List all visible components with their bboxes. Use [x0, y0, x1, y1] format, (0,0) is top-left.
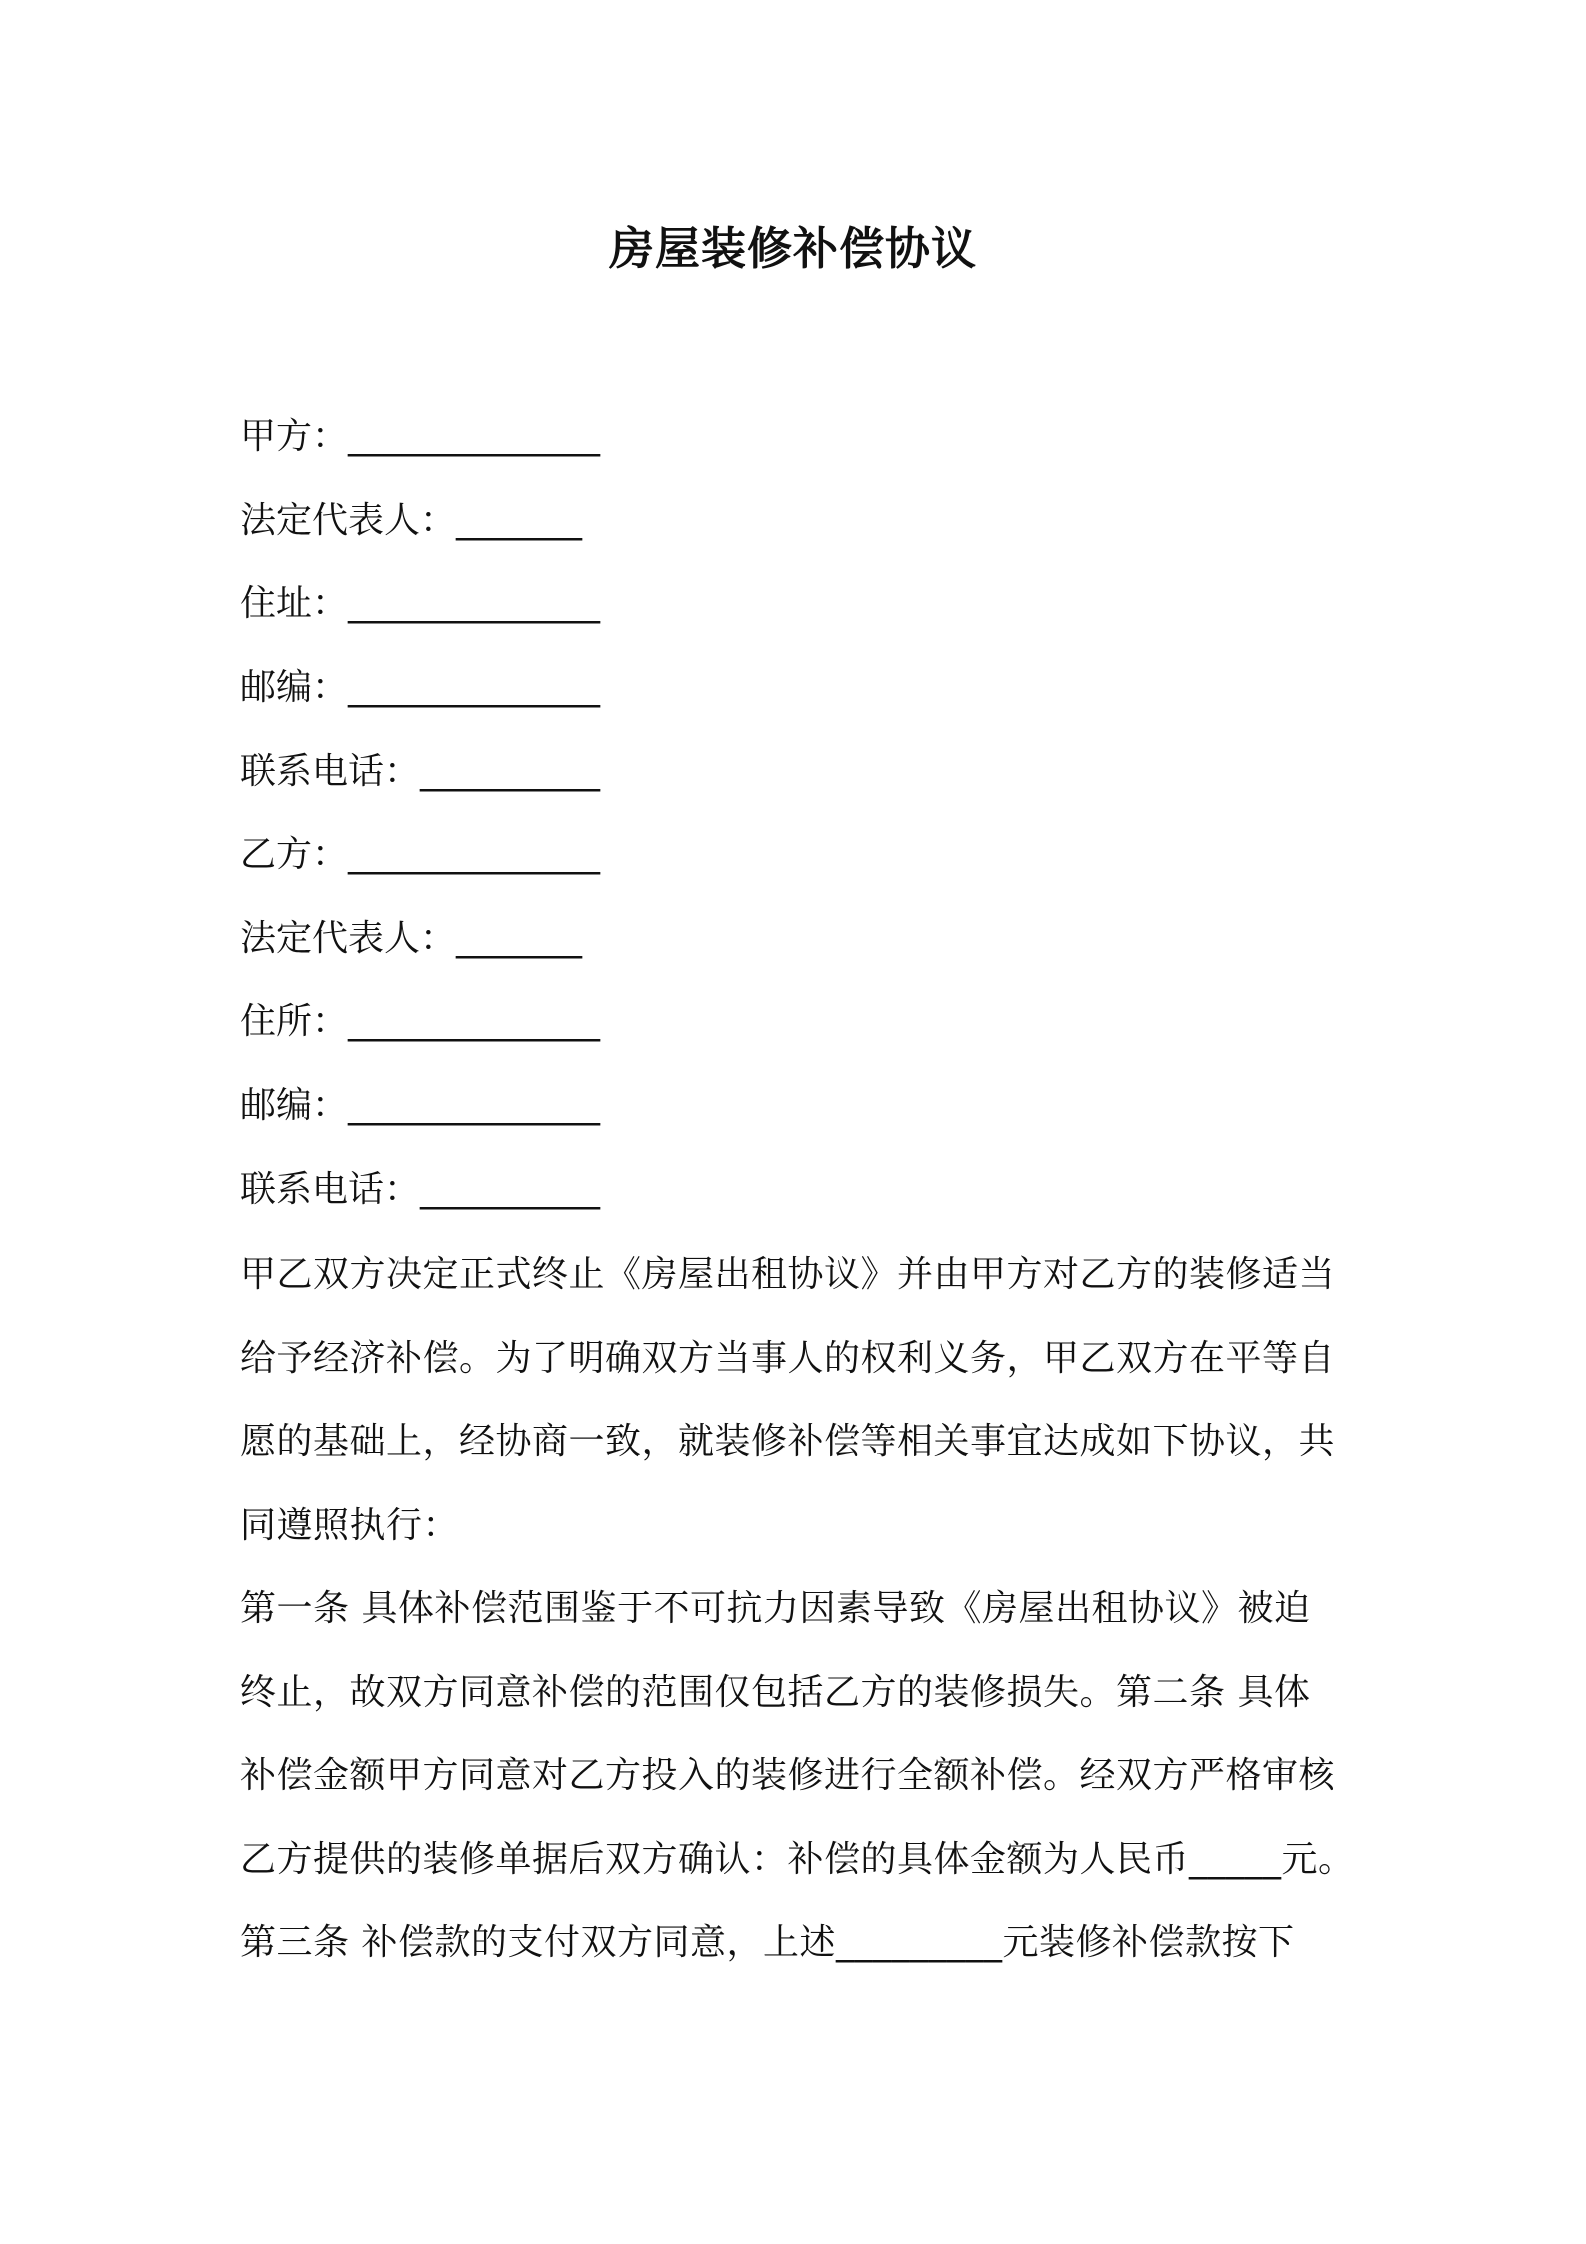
party-a-postcode-blank[interactable]: ______________: [348, 667, 601, 708]
party-a-representative-label: 法定代表人：: [240, 500, 457, 541]
party-b-phone-label: 联系电话：: [240, 1169, 421, 1210]
party-a-name-label: 甲方：: [240, 416, 349, 457]
article-line: 第三条 补偿款的支付双方同意，上述_________元装修补偿款按下: [240, 1922, 1295, 1963]
party-b-postcode-blank[interactable]: ______________: [348, 1085, 601, 1126]
party-b-name-label: 乙方：: [240, 834, 349, 875]
article-line: 终止，故双方同意补偿的范围仅包括乙方的装修损失。第二条 具体: [240, 1671, 1311, 1713]
document-title: 房屋装修补偿协议: [608, 222, 977, 275]
party-a-address-blank[interactable]: ______________: [348, 583, 601, 624]
party-b-name-blank[interactable]: ______________: [348, 834, 601, 875]
party-b-address-blank[interactable]: ______________: [348, 1001, 601, 1042]
party-a-representative-blank[interactable]: _______: [456, 500, 583, 541]
party-a-address-field: [240, 580, 600, 628]
party-a-name-field: [240, 413, 600, 461]
body-line: 愿的基础上，经协商一致，就装修补偿等相关事宜达成如下协议，共: [240, 1421, 1336, 1462]
body-line: 给予经济补偿。为了明确双方当事人的权利义务，甲乙双方在平等自: [240, 1337, 1336, 1379]
party-a-name-blank[interactable]: ______________: [348, 416, 601, 457]
party-a-phone-blank[interactable]: __________: [420, 751, 601, 792]
agreement-body: [240, 1233, 1360, 1985]
party-b-representative-field: [240, 915, 582, 963]
article-line: 补偿金额甲方同意对乙方投入的装修进行全额补偿。经双方严格审核: [240, 1755, 1336, 1796]
party-b-postcode-label: 邮编：: [240, 1085, 349, 1126]
party-a-phone-label: 联系电话：: [240, 751, 421, 792]
party-a-postcode-field: [240, 664, 600, 712]
body-line: 同遵照执行：: [240, 1504, 460, 1546]
party-b-phone-blank[interactable]: __________: [420, 1169, 601, 1210]
party-a-postcode-label: 邮编：: [240, 667, 349, 708]
party-b-postcode-field: [240, 1082, 600, 1130]
article-line: 乙方提供的装修单据后双方确认：补偿的具体金额为人民币_____元。: [240, 1838, 1355, 1880]
party-b-address-label: 住所：: [240, 1001, 349, 1042]
body-line: 甲乙双方决定正式终止《房屋出租协议》并由甲方对乙方的装修适当: [240, 1254, 1336, 1295]
party-b-representative-blank[interactable]: _______: [456, 918, 583, 959]
party-b-name-field: [240, 831, 600, 879]
party-b-representative-label: 法定代表人：: [240, 918, 457, 959]
party-b-phone-field: [240, 1166, 600, 1214]
article-line: 第一条 具体补偿范围鉴于不可抗力因素导致《房屋出租协议》被迫: [240, 1588, 1311, 1629]
party-a-representative-field: [240, 497, 582, 545]
party-a-phone-field: [240, 748, 600, 796]
party-a-address-label: 住址：: [240, 583, 349, 624]
party-b-address-field: [240, 998, 600, 1046]
